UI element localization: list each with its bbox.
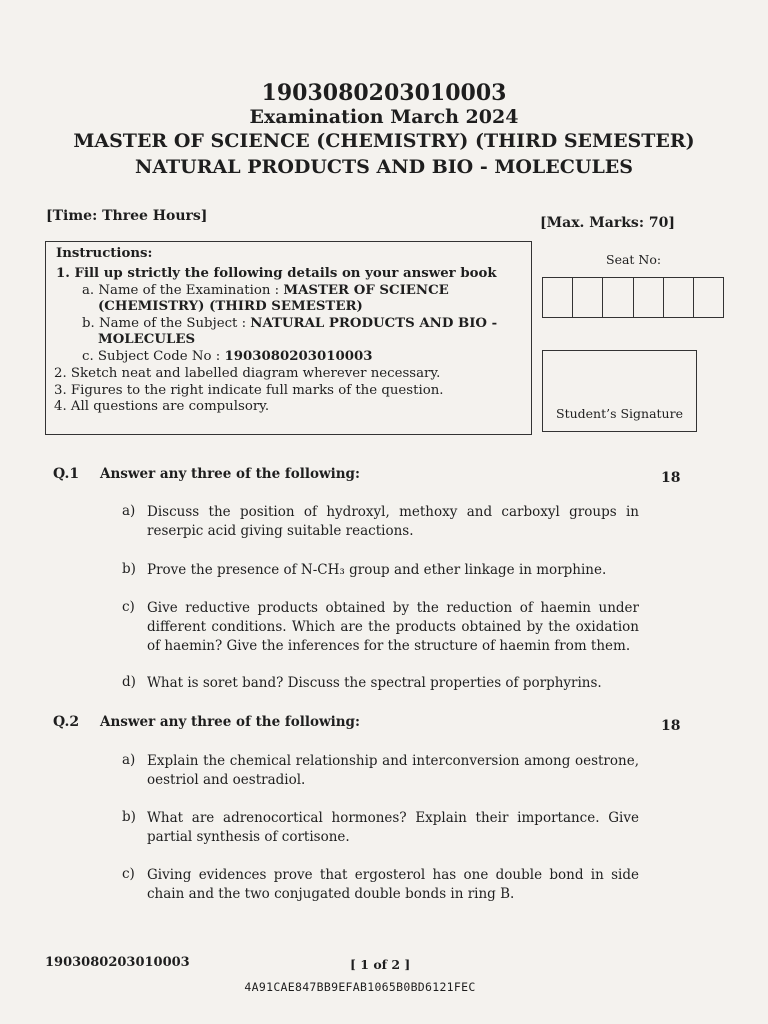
q1-item-b-text: Prove the presence of N-CH₃ group and ether linkage in morphine. xyxy=(147,562,607,578)
instruction-1b-value: NATURAL PRODUCTS AND BIO - xyxy=(250,316,498,331)
q2-item-c-text: Giving evidences prove that ergosterol has one double bond in side chain and the two conjugated double bonds in ring B. xyxy=(147,867,639,902)
q1-item-d-label: d) xyxy=(122,674,136,690)
q2-item-c-label: c) xyxy=(122,866,135,882)
question-2-title: Answer any three of the following: xyxy=(100,714,360,730)
instruction-2: 2. Sketch neat and labelled diagram wherever necessary. xyxy=(54,366,441,381)
instruction-1a xyxy=(82,283,449,299)
signature-label: Student’s Signature xyxy=(556,406,683,421)
question-1-title: Answer any three of the following: xyxy=(100,466,360,482)
degree-heading: MASTER OF SCIENCE (CHEMISTRY) (THIRD SEMESTER) xyxy=(73,130,695,152)
question-2-marks: 18 xyxy=(661,718,681,734)
seat-no-box xyxy=(694,278,723,317)
page-number: [ 1 of 2 ] xyxy=(350,957,411,972)
seat-no-boxes xyxy=(542,277,724,318)
question-2-number: Q.2 xyxy=(53,714,80,730)
instruction-1-text: 1. Fill up strictly the following details on your answer book xyxy=(56,266,497,281)
q1-item-b-label: b) xyxy=(122,561,136,577)
instruction-1c-label: c. Subject Code No : xyxy=(82,349,225,364)
instructions-box xyxy=(45,241,532,435)
examination-heading: Examination March 2024 xyxy=(249,106,519,128)
time-allowed: [Time: Three Hours] xyxy=(46,208,208,224)
q1-item-c-text: Give reductive products obtained by the reduction of haemin under different conditions. Which are the products obtained by the oxidation of haemin? Give the inferences for the structure of haemin from them. xyxy=(147,600,639,654)
footer-paper-code: 1903080203010003 xyxy=(45,955,190,970)
instructions-heading: Instructions: xyxy=(56,246,153,261)
instruction-1b-label: b. Name of the Subject : xyxy=(82,316,251,331)
instruction-1a-label: a. Name of the Examination : xyxy=(82,283,284,298)
q1-item-a-label: a) xyxy=(122,503,136,519)
instruction-4: 4. All questions are compulsory. xyxy=(54,399,270,414)
instruction-1 xyxy=(56,266,497,282)
seat-no-box xyxy=(543,278,573,317)
max-marks: [Max. Marks: 70] xyxy=(540,215,675,231)
question-1-number: Q.1 xyxy=(53,466,80,482)
seat-no-box xyxy=(603,278,633,317)
seat-no-box xyxy=(634,278,664,317)
instruction-3: 3. Figures to the right indicate full marks of the question. xyxy=(54,383,444,398)
q1-item-c-label: c) xyxy=(122,599,135,615)
instruction-1b xyxy=(82,316,497,332)
seat-no-box xyxy=(573,278,603,317)
paper-code-heading: 1903080203010003 xyxy=(261,80,507,106)
seat-no-label: Seat No: xyxy=(606,252,662,267)
q1-item-a-text: Discuss the position of hydroxyl, methoxy and carboxyl groups in reserpic acid giving suitable reactions. xyxy=(147,504,639,539)
signature-box xyxy=(542,350,697,432)
seat-no-box xyxy=(664,278,694,317)
instruction-1a-value: MASTER OF SCIENCE xyxy=(283,283,449,298)
subject-heading: NATURAL PRODUCTS AND BIO - MOLECULES xyxy=(134,156,634,178)
q2-item-a-text: Explain the chemical relationship and interconversion among oestrone, oestriol and oestradiol. xyxy=(147,753,639,788)
instruction-1c xyxy=(82,349,373,365)
footer-hash: 4A91CAE847BB9EFAB1065B0BD6121FEC xyxy=(244,980,476,994)
q1-item-d-text: What is soret band? Discuss the spectral properties of porphyrins. xyxy=(147,675,602,691)
question-1-marks: 18 xyxy=(661,470,681,486)
instruction-1a-cont: (CHEMISTRY) (THIRD SEMESTER) xyxy=(98,299,363,314)
q2-item-b-text: What are adrenocortical hormones? Explain their importance. Give partial synthesis of cortisone. xyxy=(147,810,639,845)
instruction-1c-value: 1903080203010003 xyxy=(224,349,373,364)
q2-item-b-label: b) xyxy=(122,809,136,825)
q2-item-a-label: a) xyxy=(122,752,136,768)
instruction-1b-cont: MOLECULES xyxy=(98,332,196,347)
